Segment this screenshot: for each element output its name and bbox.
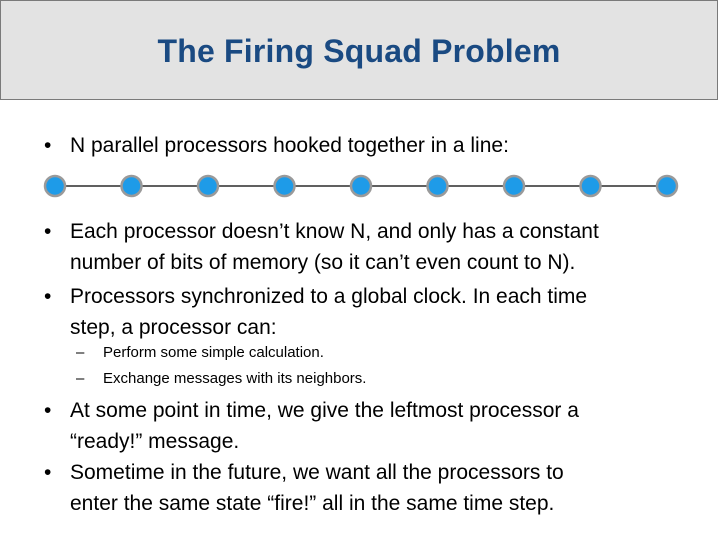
- bullet-text-line: “ready!” message.: [70, 430, 240, 453]
- bullet-text-line: At some point in time, we give the leftmost processor a: [70, 399, 579, 422]
- bullet-text-line: Sometime in the future, we want all the processors to: [70, 461, 564, 484]
- sub-bullet-text: Exchange messages with its neighbors.: [103, 370, 367, 387]
- processor-node: [45, 176, 65, 196]
- processor-chain-diagram: [0, 168, 720, 204]
- sub-bullet-text: Perform some simple calculation.: [103, 344, 324, 361]
- title-bar: [0, 0, 718, 100]
- processor-node: [122, 176, 142, 196]
- processor-node: [581, 176, 601, 196]
- dash-marker: –: [76, 370, 85, 387]
- bullet-text-line: enter the same state “fire!” all in the same time step.: [70, 492, 555, 515]
- bullet-text-line: number of bits of memory (so it can’t even count to N).: [70, 251, 576, 274]
- processor-node: [657, 176, 677, 196]
- bullet-text: N parallel processors hooked together in a line:: [70, 134, 509, 157]
- bullet-marker: •: [44, 399, 52, 422]
- bullet-marker: •: [44, 285, 52, 308]
- bullet-marker: •: [44, 220, 52, 243]
- bullet-text-line: step, a processor can:: [70, 316, 277, 339]
- slide-title: The Firing Squad Problem: [157, 33, 561, 69]
- processor-node: [275, 176, 295, 196]
- bullet-marker: •: [44, 461, 52, 484]
- processor-node: [428, 176, 448, 196]
- bullet-text-line: Each processor doesn’t know N, and only has a constant: [70, 220, 599, 243]
- bullet-text-line: Processors synchronized to a global clock. In each time: [70, 285, 588, 308]
- dash-marker: –: [76, 344, 85, 361]
- bullet-marker: •: [44, 134, 52, 157]
- processor-node: [198, 176, 218, 196]
- processor-node: [504, 176, 524, 196]
- processor-node: [351, 176, 371, 196]
